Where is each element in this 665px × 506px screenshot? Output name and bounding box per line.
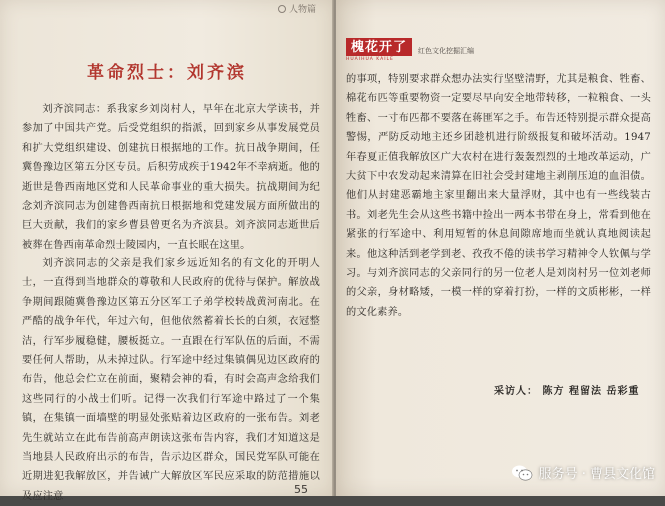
logo-caption: 红色文化挖掘汇编 — [418, 47, 475, 55]
right-page — [336, 0, 665, 496]
left-page — [0, 0, 334, 502]
section-tag — [278, 2, 316, 15]
paragraph-2: 刘齐滨同志的父亲是我们家乡远近知名的有文化的开明人士，一直得到当地群众的尊敬和人民政府的优待与保护。解放战争期间跟随冀鲁豫边区第五分区军工子弟学校转战黄河南北。在严酷的战争年代，年过六旬，但他依然蓄着长长的白须，衣冠整洁，行军步履稳健，腰板挺立。一直跟在行军队伍的后面，不需要任何人帮助，从未掉过队。行军途中经过集镇偶见边区政府的布告，他总会伫立在前面，聚精会神的看，有时会高声念给我们这些同行的小战士们听。记得一次我们行军途中路过了一个集镇，在集镇一面墙壁的明显处张贴着边区政府的一张布告。刘老先生就站立在此布告前高声朗读这张布告内容，我们才知道这是当地县人民政府出示的布告，告示边区群众，国民党军队可能在近期进犯我解放区，并告诫广大解放区军民应采取的防范措施以及应注意 — [22, 258, 320, 502]
section-tag-label: 人物篇 — [288, 5, 316, 15]
wechat-icon — [511, 464, 533, 482]
article-title: 革命烈士：刘齐滨 — [87, 63, 247, 83]
logo-subtext: HUAIHUA KAILE — [346, 57, 394, 62]
interviewers-credit: 采访人： 陈方 程留法 岳彩重 — [494, 386, 640, 397]
page-number: 55 — [294, 483, 308, 496]
book-logo — [346, 38, 474, 62]
watermark-text: 服务号 · 曹县文化馆 — [538, 467, 655, 482]
circle-icon — [278, 5, 286, 13]
logo-title: 槐花开了 — [346, 38, 412, 56]
paragraph-3: 的事项，特别要求群众想办法实行坚壁清野，尤其是粮食、牲畜、棉花布匹等重要物资一定要尽早向安全地带转移，一粒粮食、一头牲畜、一寸布匹都不要落在蒋匪军之手。布告还特别提示群众提高警惕，严防反动地主还乡团趁机进行阶级报复和破坏活动。1947年春夏正值我解放区广大农村在进行轰轰烈烈的土地改革运动，广大贫下中农发动起来清算在旧社会受封建地主剥削压迫的血泪债。他们从封建恶霸地主家里翻出来大量浮财，其中也有一些线装古书。刘老先生会从这些书籍中捡出一两本书带在身上，常看到他在紧张的行军途中、利用短暂的休息间隙席地而坐就认真地阅读起来。他这种活到老学到老、孜孜不倦的读书学习精神令人钦佩与学习。与刘齐滨同志的父亲同行的另一位老人是刘岗村另一位刘老师的父亲，身材略矮，一模一样的穿着打扮，一样的文质彬彬，一样的文化素养。 — [346, 74, 651, 318]
wechat-watermark — [511, 463, 655, 482]
paragraph-1: 刘齐滨同志：系我家乡刘岗村人，早年在北京大学读书，并参加了中国共产党。后受党组织的指派，回到家乡从事发展党员和扩大党组织建设、创建抗日根据地的工作。抗日战争期间，任冀鲁豫边区第五分区专员。后积劳成疾于1942年不幸病逝。他的逝世是鲁西南地区党和人民革命事业的重大损失。抗战期间为纪念刘齐滨同志为创建鲁西南抗日根据地和党建发展方面所做出的巨大贡献，我们的家乡曹县曾更名为齐滨县。刘齐滨同志逝世后被葬在鲁西南革命烈士陵园内，一直长眠在这里。 — [22, 104, 320, 251]
